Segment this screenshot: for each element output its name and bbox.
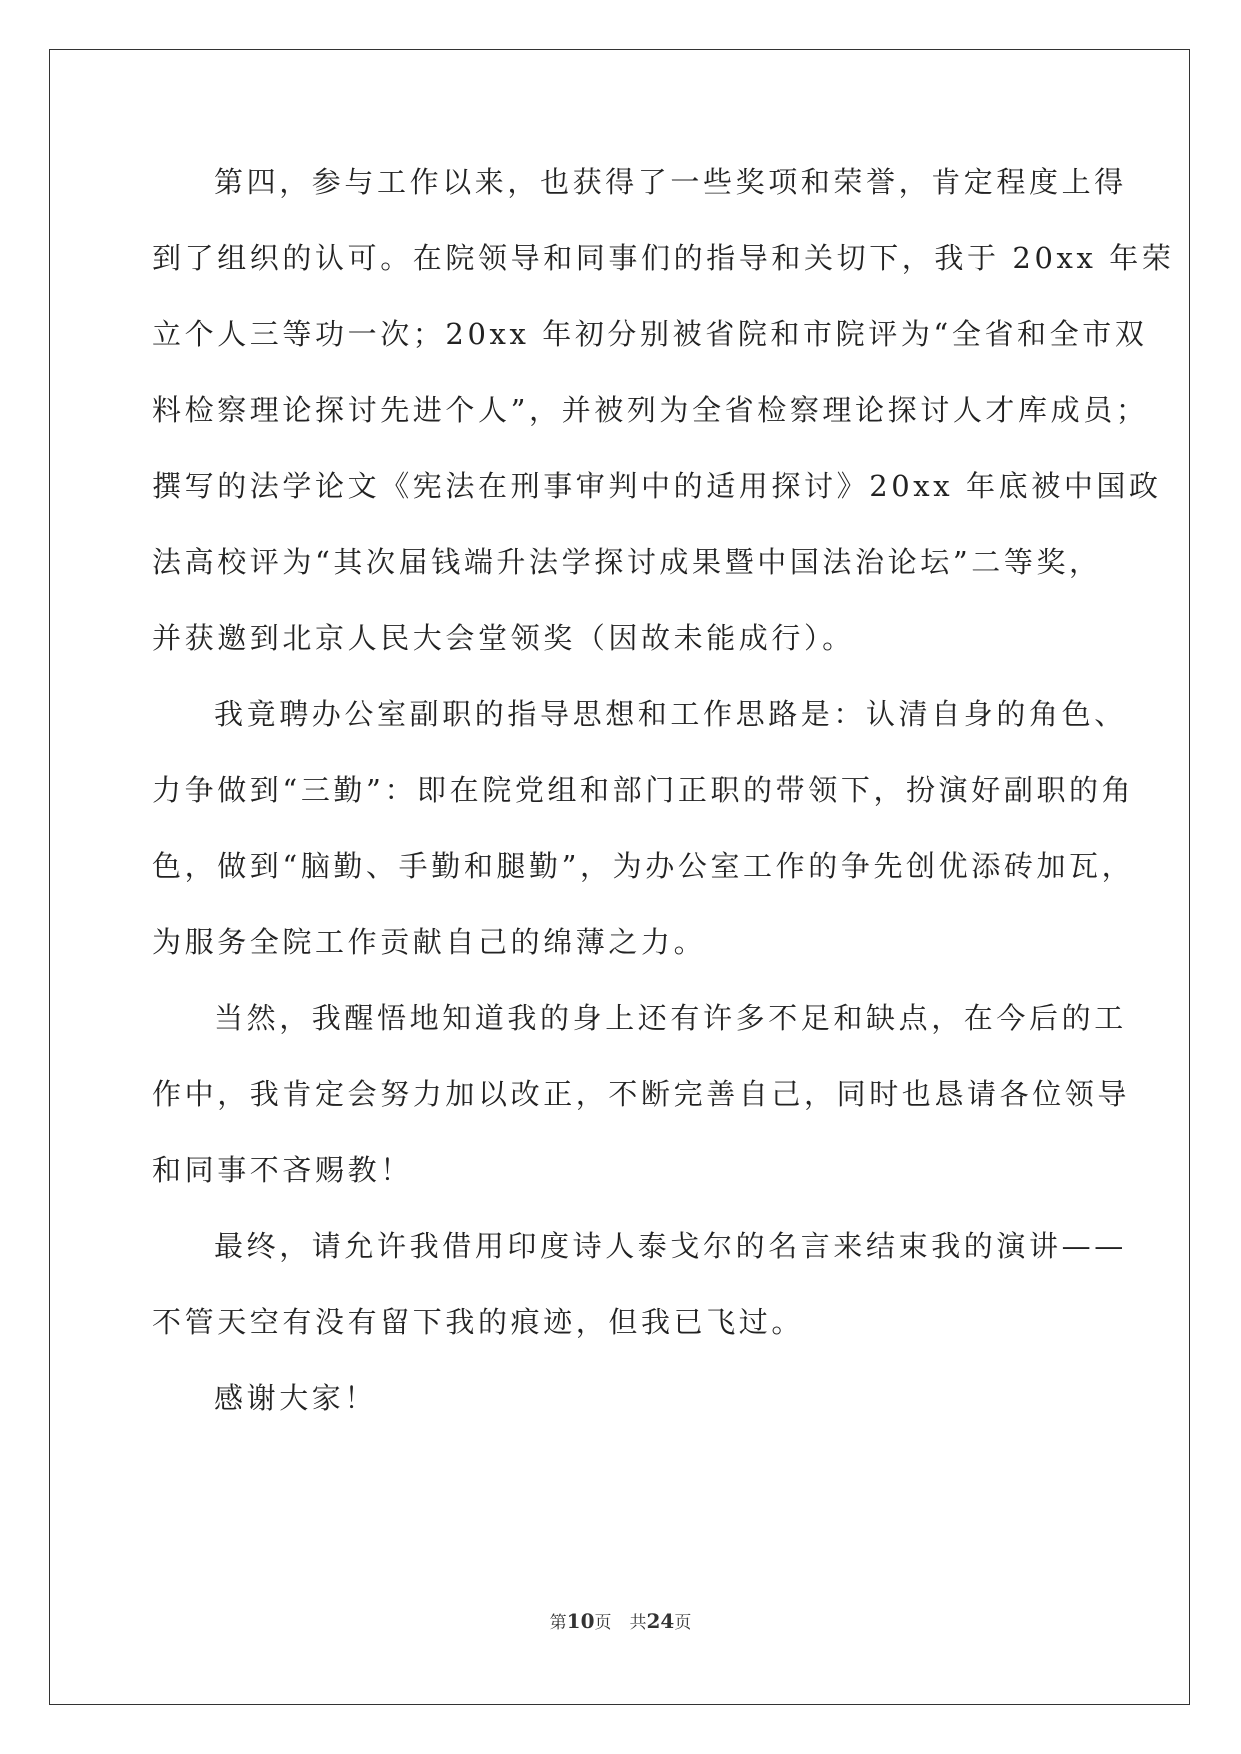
text-line: 色，做到“脑勤、手勤和腿勤”，为办公室工作的争先创优添砖加瓦， (152, 849, 1135, 883)
text-line: 撰写的法学论文《宪法在刑事审判中的适用探讨》20xx 年底被中国政 (152, 469, 1162, 503)
text-line: 为服务全院工作贡献自己的绵薄之力。 (152, 925, 707, 959)
text-line: 不管天空有没有留下我的痕迹，但我已飞过。 (152, 1305, 805, 1339)
total-suffix: 页 (674, 1613, 692, 1633)
text-line: 力争做到“三勤”：即在院党组和部门正职的带领下，扮演好副职的角 (152, 773, 1135, 807)
text-line: 我竟聘办公室副职的指导思想和工作思路是：认清自身的角色、 (214, 697, 1127, 731)
text-line: 最终，请允许我借用印度诗人泰戈尔的名言来结束我的演讲—— (214, 1229, 1127, 1263)
text-line: 感谢大家！ (214, 1381, 378, 1415)
page-suffix: 页 (594, 1613, 612, 1633)
current-page-number: 10 (566, 1609, 595, 1633)
text-line: 立个人三等功一次；20xx 年初分别被省院和市院评为“全省和全市双 (152, 317, 1148, 351)
text-line: 到了组织的认可。在院领导和同事们的指导和关切下，我于 20xx 年荣 (152, 241, 1175, 275)
text-line: 法高校评为“其次届钱端升法学探讨成果暨中国法治论坛”二等奖， (152, 545, 1102, 579)
page-footer (0, 1608, 1241, 1633)
total-page-number: 24 (646, 1609, 675, 1633)
document-body (152, 164, 1175, 1456)
text-line: 当然，我醒悟地知道我的身上还有许多不足和缺点，在今后的工 (214, 1001, 1127, 1035)
text-line: 和同事不吝赐教！ (152, 1153, 413, 1187)
page-prefix: 第 (549, 1613, 567, 1633)
text-line: 并获邀到北京人民大会堂领奖（因故未能成行）。 (152, 621, 855, 655)
text-line: 第四，参与工作以来，也获得了一些奖项和荣誉，肯定程度上得 (214, 165, 1127, 199)
total-prefix: 共 (629, 1613, 647, 1633)
text-line: 料检察理论探讨先进个人”，并被列为全省检察理论探讨人才库成员； (152, 393, 1149, 427)
text-line: 作中，我肯定会努力加以改正，不断完善自己，同时也恳请各位领导 (152, 1077, 1131, 1111)
